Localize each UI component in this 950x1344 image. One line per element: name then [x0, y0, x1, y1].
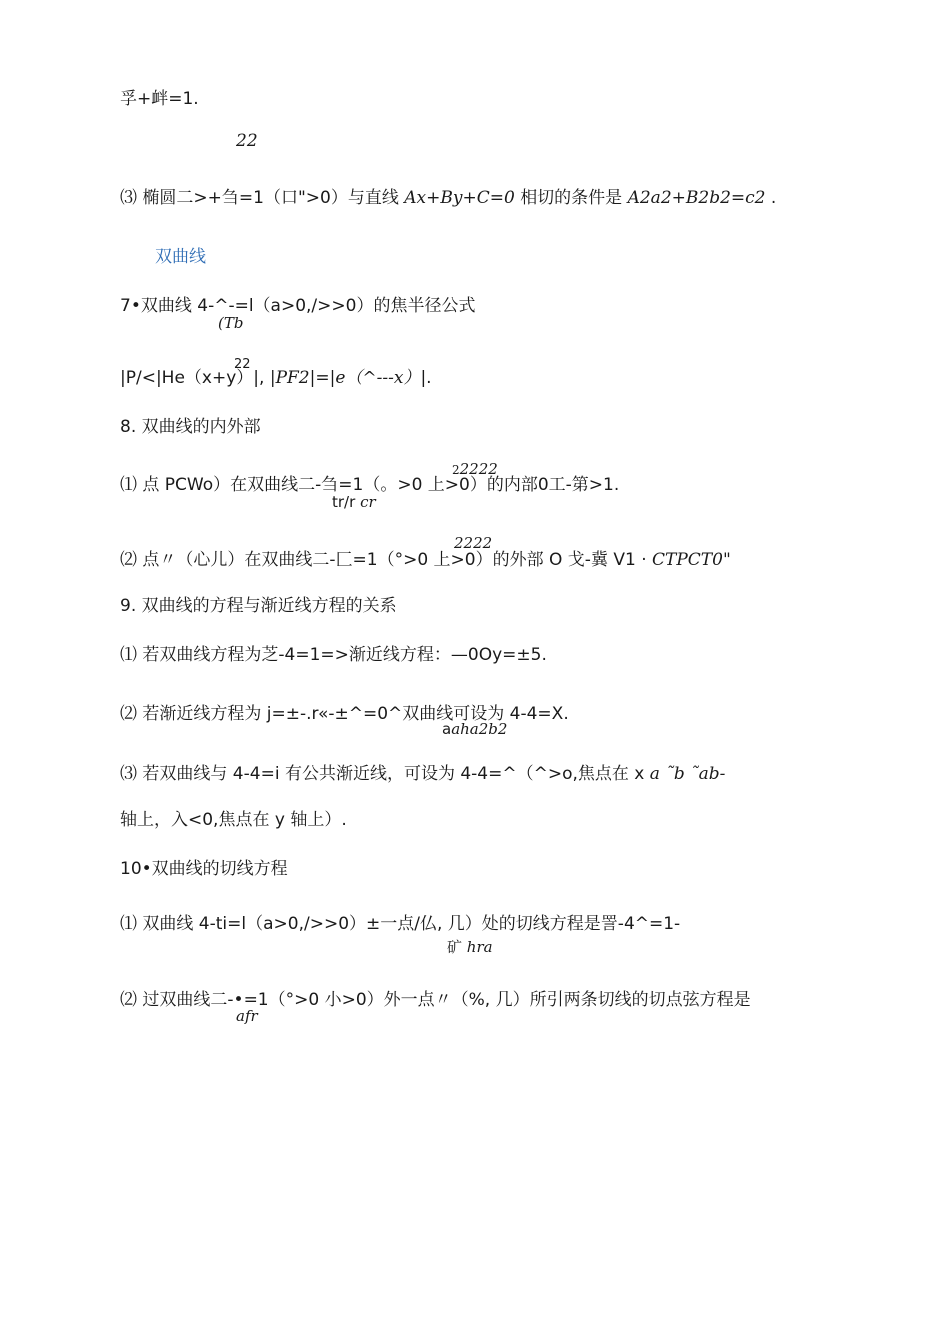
- text: ⑶ 若双曲线与 4-4=i 有公共渐近线，可设为 4-4=^（^>o,焦点在 x: [120, 764, 645, 784]
- outer-sup: 2222: [454, 534, 493, 552]
- focal-radius-sup: 22: [234, 357, 251, 372]
- text: ⑵ 点〃（心儿）在双曲线二-匚=1（°>0 上>0）的外部 O 戈-冀 V1 ·: [120, 550, 647, 570]
- outer-point-condition: [120, 549, 731, 571]
- text: 相切的条件是: [520, 188, 623, 208]
- ellipse-tangent-condition: [120, 187, 776, 209]
- formula: |PF2|=|e（^---x）: [269, 368, 421, 388]
- text: |,: [253, 368, 265, 388]
- text: ⑶ 椭圆二>+刍=1（口">0）与直线: [120, 188, 399, 208]
- inner-point-condition: ⑴ 点 PCWo）在双曲线二-刍=1（。>0 上>0）的内部0工-第>1.: [120, 475, 620, 495]
- text: a: [442, 720, 452, 738]
- formula: A2a2+B2b2=c2: [627, 188, 766, 208]
- tangent-rule-2-sub: afr: [236, 1007, 258, 1025]
- text: .: [770, 188, 777, 208]
- inner-sub: [332, 493, 376, 511]
- text: |P/<|He（x+y）: [120, 368, 254, 388]
- text: tr/r: [332, 493, 356, 511]
- asymptote-rule-1: ⑴ 若双曲线方程为芝-4=1=>渐近线方程：—0Oy=±5.: [120, 645, 547, 665]
- asymptote-rule-2-sub: [442, 720, 507, 738]
- text: |.: [420, 368, 432, 388]
- heading-10: 10•双曲线的切线方程: [120, 859, 288, 879]
- tangent-rule-2: ⑵ 过双曲线二-•=1（°>0 小>0）外一点〃（%, 几）所引两条切线的切点弦方程是: [120, 990, 751, 1010]
- section-heading-hyperbola: 双曲线: [155, 247, 206, 267]
- formula: a ˜b ˜ab-: [649, 764, 726, 784]
- heading-9: 9. 双曲线的方程与渐近线方程的关系: [120, 596, 397, 616]
- text: 2: [452, 463, 460, 477]
- inner-sup: [452, 460, 498, 479]
- text: hra: [466, 938, 493, 956]
- tangent-rule-1-sub: [447, 938, 493, 956]
- asymptote-rule-3-cont: 轴上，入<0,焦点在 y 轴上）.: [120, 810, 347, 830]
- line-1: 孚+衅=1.: [120, 89, 199, 109]
- text: cr: [360, 493, 376, 511]
- text: aha2b2: [451, 720, 508, 738]
- fraction-numerals: 22: [236, 131, 258, 151]
- tangent-rule-1: ⑴ 双曲线 4-ti=l（a>0,/>>0）±一点/仏, 几）处的切线方程是詈-4^=1-: [120, 914, 681, 934]
- asymptote-rule-3: [120, 763, 725, 785]
- heading-8: 8. 双曲线的内外部: [120, 417, 261, 437]
- formula: CTPCT0": [652, 550, 731, 570]
- text: 矿: [447, 938, 463, 956]
- asymptote-rule-2: ⑵ 若渐近线方程为 j=±-.r«-±^=0^双曲线可设为 4-4=X.: [120, 704, 569, 724]
- formula: Ax+By+C=0: [404, 188, 515, 208]
- item-7-sub: (Tb: [218, 314, 244, 332]
- item-7: 7•双曲线 4-^-=l（a>0,/>>0）的焦半径公式: [120, 296, 476, 316]
- focal-radius-formula: [120, 367, 432, 389]
- text: 2222: [459, 460, 498, 478]
